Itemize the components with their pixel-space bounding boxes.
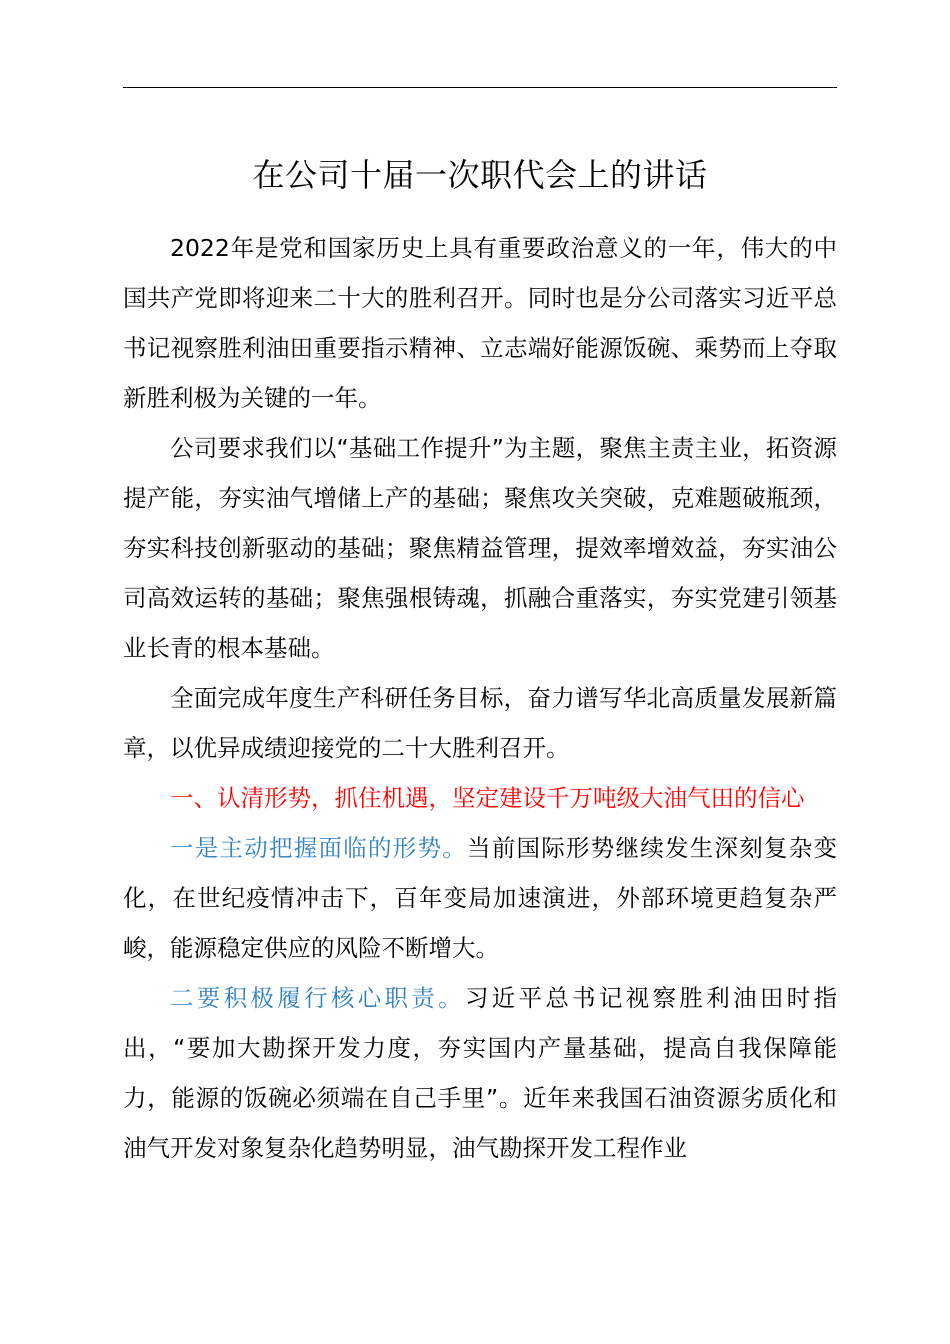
- paragraph-intro: 2022年是党和国家历史上具有重要政治意义的一年，伟大的中国共产党即将迎来二十大的胜利召开。同时也是分公司落实习近平总书记视察胜利油田重要指示精神、立志端好能源饭碗、乘势而上夺取新胜利极为关键的一年。: [123, 234, 837, 412]
- point-2-lead: 二要积极履行核心职责。: [170, 984, 465, 1012]
- paragraph-goals: 全面完成年度生产科研任务目标，奋力谱写华北高质量发展新篇章，以优异成绩迎接党的二十大胜利召开。: [123, 684, 837, 762]
- paragraph-requirements: 公司要求我们以“基础工作提升”为主题，聚焦主责主业，拓资源提产能，夯实油气增储上产的基础；聚焦攻关突破，克难题破瓶颈，夯实科技创新驱动的基础；聚焦精益管理，提效率增效益，夯实油公司高效运转的基础；聚焦强根铸魂，抓融合重落实，夯实党建引领基业长青的根本基础。: [123, 434, 837, 662]
- point-1-lead: 一是主动把握面临的形势。: [170, 834, 467, 862]
- point-2-text: 习近平总书记视察胜利油田时指出，“要加大勘探开发力度，夯实国内产量基础，提高自我保障能力，能源的饭碗必须端在自己手里”。近年来我国石油资源劣质化和油气开发对象复杂化趋势明显，油气勘探开发工程作业: [123, 984, 837, 1162]
- section-heading-1: 一、认清形势，抓住机遇，坚定建设千万吨级大油气田的信心: [170, 784, 805, 812]
- point-1-text: 当前国际形势继续发生深刻复杂变化，在世纪疫情冲击下，百年变局加速演进，外部环境更趋复杂严峻，能源稳定供应的风险不断增大。: [123, 834, 837, 962]
- document-title: 在公司十届一次职代会上的讲话: [252, 156, 708, 194]
- document-body: [123, 223, 837, 1173]
- point-2-paragraph: [123, 973, 837, 1173]
- header-rule: [123, 87, 837, 88]
- point-1-paragraph: [123, 823, 837, 973]
